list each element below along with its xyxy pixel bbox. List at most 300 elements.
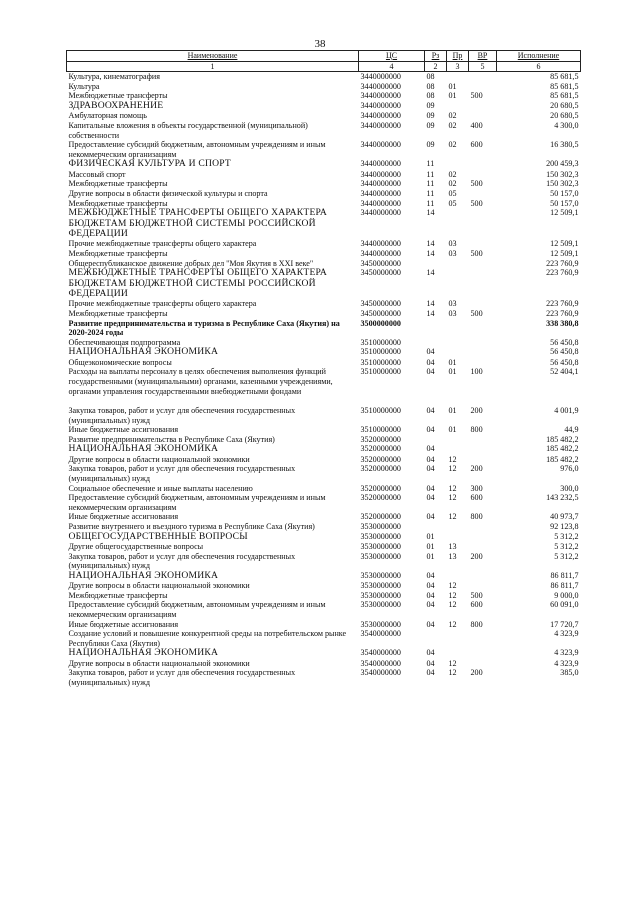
row-expense-type-code: 600	[470, 493, 483, 503]
row-expense-type-code: 800	[470, 425, 483, 435]
column-number: 6	[497, 61, 581, 72]
table-row	[67, 659, 581, 669]
row-expense-type-code: 200	[470, 551, 483, 561]
table-header-row	[67, 51, 581, 62]
row-section-code: 04	[426, 512, 435, 522]
table-row	[67, 347, 581, 357]
row-subsection-code: 12	[448, 483, 457, 493]
table-row	[67, 367, 581, 396]
row-subsection-code: 02	[448, 120, 457, 130]
row-target-article-code: 3440000000	[360, 120, 401, 130]
table-row	[67, 189, 581, 199]
row-expense-type-code	[469, 659, 497, 669]
row-section-code: 11	[426, 179, 435, 189]
row-subsection-code: 12	[448, 464, 457, 474]
row-subsection-code	[447, 571, 469, 581]
row-expense-type-code: 500	[470, 590, 483, 600]
row-section-code: 08	[426, 72, 435, 82]
row-section-code: 14	[426, 208, 435, 218]
row-target-article-code: 3440000000	[360, 72, 401, 82]
row-section-code: 08	[426, 81, 435, 91]
table-row	[67, 309, 581, 319]
row-expense-type-code	[469, 338, 497, 348]
row-name: Межбюджетные трансферты	[68, 590, 168, 600]
row-section-code: 01	[426, 531, 435, 541]
table-row	[67, 208, 581, 239]
row-section-code: 04	[426, 464, 435, 474]
row-subsection-code: 01	[448, 91, 457, 101]
row-execution-amount: 85 681,5	[550, 81, 579, 91]
header-name: Наименование	[67, 51, 359, 62]
row-subsection-code: 02	[448, 169, 457, 179]
row-subsection-code	[447, 268, 469, 299]
row-name: Культура, кинематография	[68, 72, 160, 82]
row-section-code: 04	[426, 570, 435, 580]
row-name: Другие вопросы в области национальной экономики	[68, 658, 250, 668]
row-target-article-code: 3440000000	[360, 248, 401, 258]
row-target-article-code: 3440000000	[360, 239, 401, 249]
row-name: Расходы на выплаты персоналу в целях обеспечения выполнения функций государственными (муниципальными) органами, казенными учреждениями, органами управления государственными внебюджетными фондами	[68, 367, 333, 396]
table-row	[67, 455, 581, 465]
row-target-article-code: 3440000000	[360, 188, 401, 198]
row-target-article-code: 3450000000	[360, 268, 401, 278]
header-execution: Исполнение	[497, 51, 581, 62]
row-section-code	[425, 435, 447, 445]
table-row	[67, 159, 581, 169]
row-name: ФИЗИЧЕСКАЯ КУЛЬТУРА И СПОРТ	[68, 159, 231, 170]
row-expense-type-code	[469, 542, 497, 552]
row-target-article-code: 3520000000	[360, 434, 401, 444]
row-section-code	[425, 522, 447, 532]
row-subsection-code: 12	[448, 658, 457, 668]
row-subsection-code: 12	[448, 590, 457, 600]
row-section-code: 04	[426, 493, 435, 503]
row-expense-type-code: 200	[470, 406, 483, 416]
row-execution-amount: 223 760,9	[546, 308, 579, 318]
row-execution-amount: 223 760,9	[546, 268, 579, 278]
row-expense-type-code	[469, 299, 497, 309]
row-name: Закупка товаров, работ и услуг для обеспечения государственных (муниципальных) нужд	[68, 668, 296, 687]
row-name: Закупка товаров, работ и услуг для обеспечения государственных (муниципальных) нужд	[68, 464, 296, 484]
row-target-article-code: 3510000000	[360, 347, 401, 357]
table-row	[67, 542, 581, 552]
row-name: Культура	[68, 81, 100, 91]
row-name: Другие общегосударственные вопросы	[68, 542, 204, 552]
row-section-code: 04	[426, 367, 435, 377]
row-subsection-code: 05	[448, 198, 457, 208]
row-name: Прочие межбюджетные трансферты общего характера	[68, 239, 257, 249]
row-expense-type-code	[469, 268, 497, 299]
row-target-article-code: 3540000000	[360, 658, 401, 668]
table-row	[67, 648, 581, 658]
column-number: 1	[67, 61, 359, 72]
row-expense-type-code: 600	[470, 140, 483, 150]
row-expense-type-code	[469, 170, 497, 180]
row-name: Межбюджетные трансферты	[68, 308, 168, 318]
row-execution-amount: 338 380,8	[546, 318, 579, 328]
row-execution-amount: 223 760,9	[546, 299, 579, 309]
table-row	[67, 199, 581, 209]
row-expense-type-code	[469, 571, 497, 581]
row-subsection-code	[447, 444, 469, 454]
row-subsection-code: 01	[448, 425, 457, 435]
row-expense-type-code	[469, 208, 497, 239]
row-execution-amount: 9 000,0	[554, 590, 579, 600]
row-execution-amount: 150 302,3	[546, 169, 579, 179]
table-row	[67, 91, 581, 101]
row-section-code: 04	[426, 425, 435, 435]
table-row	[67, 629, 581, 648]
row-execution-amount: 56 450,8	[550, 337, 579, 347]
row-execution-amount: 223 760,9	[546, 258, 579, 268]
row-execution-amount: 50 157,0	[550, 188, 579, 198]
row-expense-type-code	[469, 629, 497, 648]
row-name: Иные бюджетные ассигнования	[68, 425, 179, 435]
row-subsection-code: 12	[448, 581, 457, 591]
row-execution-amount: 20 680,5	[550, 100, 579, 110]
table-row	[67, 484, 581, 494]
table-row	[67, 668, 581, 687]
row-section-code	[425, 319, 447, 338]
row-name: МЕЖБЮДЖЕТНЫЕ ТРАНСФЕРТЫ ОБЩЕГО ХАРАКТЕРА БЮДЖЕТАМ БЮДЖЕТНОЙ СИСТЕМЫ РОССИЙСКОЙ ФЕДЕРАЦИИ	[68, 208, 327, 239]
row-target-article-code: 3440000000	[360, 140, 401, 150]
row-name: ОБЩЕГОСУДАРСТВЕННЫЕ ВОПРОСЫ	[68, 531, 248, 542]
row-subsection-code: 12	[448, 493, 457, 503]
header-pr: Пр	[447, 51, 469, 62]
row-execution-amount: 12 509,1	[550, 248, 579, 258]
row-execution-amount: 4 323,9	[554, 629, 579, 639]
row-subsection-code	[447, 101, 469, 111]
header-rz: Рз	[425, 51, 447, 62]
table-row	[67, 72, 581, 82]
table-row	[67, 358, 581, 368]
row-name: Прочие межбюджетные трансферты общего характера	[68, 299, 257, 309]
column-number-row	[67, 61, 581, 72]
row-name: Предоставление субсидий бюджетным, автономным учреждениям и иным некоммерческим организациям	[68, 600, 326, 619]
row-name: Общеэкономические вопросы	[68, 357, 172, 367]
header-vr: ВР	[469, 51, 497, 62]
row-subsection-code: 03	[448, 308, 457, 318]
row-target-article-code: 3450000000	[360, 299, 401, 309]
row-target-article-code: 3440000000	[360, 100, 401, 110]
table-row	[67, 299, 581, 309]
row-target-article-code: 3520000000	[360, 464, 401, 474]
row-section-code: 08	[426, 91, 435, 101]
row-name: Развитие предпринимательства и туризма в Республике Саха (Якутия) на 2020-2024 годы	[68, 318, 340, 338]
row-name: Общереспубликанское движение добрых дел "Моя Якутия в XXI веке"	[68, 258, 314, 268]
row-execution-amount: 52 404,1	[550, 367, 579, 377]
row-section-code: 14	[426, 248, 435, 258]
table-row	[67, 600, 581, 619]
row-section-code: 09	[426, 100, 435, 110]
row-name: Межбюджетные трансферты	[68, 91, 168, 101]
row-execution-amount: 85 681,5	[550, 91, 579, 101]
row-execution-amount: 86 811,7	[550, 581, 579, 591]
row-section-code: 04	[426, 454, 435, 464]
row-execution-amount: 4 323,9	[554, 658, 579, 668]
row-expense-type-code	[469, 159, 497, 169]
row-target-article-code: 3530000000	[360, 619, 401, 629]
row-expense-type-code	[469, 532, 497, 542]
row-subsection-code: 12	[448, 668, 457, 678]
row-section-code: 04	[426, 619, 435, 629]
row-target-article-code: 3510000000	[360, 337, 401, 347]
table-row	[67, 121, 581, 140]
row-target-article-code: 3530000000	[360, 522, 401, 532]
row-section-code: 14	[426, 239, 435, 249]
table-row	[67, 179, 581, 189]
row-target-article-code: 3440000000	[360, 111, 401, 121]
row-subsection-code	[447, 159, 469, 169]
row-name: Развитие предпринимательства в Республике Саха (Якутия)	[68, 434, 275, 444]
row-section-code: 11	[426, 169, 435, 179]
row-execution-amount: 17 720,7	[550, 619, 579, 629]
row-expense-type-code	[469, 239, 497, 249]
row-expense-type-code	[469, 444, 497, 454]
table-row	[67, 111, 581, 121]
row-expense-type-code: 500	[470, 308, 483, 318]
row-expense-type-code: 200	[470, 668, 483, 678]
row-target-article-code: 3510000000	[360, 425, 401, 435]
row-subsection-code: 01	[448, 81, 457, 91]
row-expense-type-code: 500	[470, 248, 483, 258]
table-row	[67, 581, 581, 591]
row-target-article-code: 3510000000	[360, 406, 401, 416]
row-execution-amount: 200 459,3	[546, 159, 579, 169]
table-row	[67, 101, 581, 111]
table-row	[67, 82, 581, 92]
row-subsection-code	[447, 629, 469, 648]
row-subsection-code	[447, 338, 469, 348]
row-expense-type-code	[469, 259, 497, 269]
row-section-code: 09	[426, 140, 435, 150]
row-execution-amount: 185 482,2	[546, 444, 579, 454]
table-row	[67, 425, 581, 435]
table-row	[67, 532, 581, 542]
table-row	[67, 552, 581, 571]
row-name: Предоставление субсидий бюджетным, автономным учреждениям и иным некоммерческим организациям	[68, 140, 326, 159]
row-target-article-code: 3540000000	[360, 668, 401, 678]
table-row	[67, 259, 581, 269]
row-name: Иные бюджетные ассигнования	[68, 619, 179, 629]
row-target-article-code: 3440000000	[360, 208, 401, 218]
row-name: НАЦИОНАЛЬНАЯ ЭКОНОМИКА	[68, 347, 219, 358]
row-name: Закупка товаров, работ и услуг для обеспечения государственных (муниципальных) нужд	[68, 406, 296, 425]
row-execution-amount: 85 681,5	[550, 72, 579, 82]
row-target-article-code: 3530000000	[360, 542, 401, 552]
row-subsection-code: 03	[448, 299, 457, 309]
row-name: Межбюджетные трансферты	[68, 248, 168, 258]
table-row	[67, 396, 581, 425]
row-section-code: 01	[426, 542, 435, 552]
row-execution-amount: 56 450,8	[550, 357, 579, 367]
row-section-code: 04	[426, 347, 435, 357]
row-execution-amount: 44,9	[564, 425, 579, 435]
row-target-article-code: 3520000000	[360, 483, 401, 493]
row-name: Социальное обеспечение и иные выплаты населению	[68, 483, 253, 493]
row-subsection-code: 02	[448, 179, 457, 189]
column-number: 3	[447, 61, 469, 72]
row-subsection-code	[447, 648, 469, 658]
row-target-article-code: 3440000000	[360, 179, 401, 189]
table-row	[67, 493, 581, 512]
row-expense-type-code	[469, 347, 497, 357]
row-execution-amount: 185 482,2	[546, 454, 579, 464]
row-subsection-code	[447, 347, 469, 357]
row-subsection-code	[447, 522, 469, 532]
row-execution-amount: 385,0	[560, 668, 579, 678]
row-section-code: 04	[426, 406, 435, 416]
row-section-code: 09	[426, 111, 435, 121]
row-section-code	[425, 338, 447, 348]
row-name: Межбюджетные трансферты	[68, 198, 168, 208]
table-row	[67, 571, 581, 581]
table-row	[67, 338, 581, 348]
row-subsection-code	[447, 208, 469, 239]
row-name: Иные бюджетные ассигнования	[68, 512, 179, 522]
row-expense-type-code	[469, 358, 497, 368]
row-expense-type-code	[469, 581, 497, 591]
row-section-code: 04	[426, 590, 435, 600]
row-subsection-code: 12	[448, 512, 457, 522]
table-row	[67, 239, 581, 249]
row-expense-type-code: 500	[470, 198, 483, 208]
row-execution-amount: 5 312,2	[554, 542, 579, 552]
row-name: Другие вопросы в области национальной экономики	[68, 581, 250, 591]
row-subsection-code	[447, 72, 469, 82]
row-section-code: 04	[426, 600, 435, 610]
table-row	[67, 319, 581, 338]
row-execution-amount: 4 001,9	[554, 406, 579, 416]
row-name: Развитие внутреннего и въездного туризма в Республике Саха (Якутия)	[68, 522, 315, 532]
table-row	[67, 435, 581, 445]
row-section-code: 01	[426, 551, 435, 561]
row-subsection-code: 03	[448, 239, 457, 249]
row-subsection-code: 02	[448, 140, 457, 150]
row-name: ЗДРАВООХРАНЕНИЕ	[68, 100, 164, 111]
row-subsection-code: 01	[448, 406, 457, 416]
row-execution-amount: 185 482,2	[546, 434, 579, 444]
table-row	[67, 140, 581, 159]
table-row	[67, 620, 581, 630]
row-target-article-code: 3510000000	[360, 367, 401, 377]
table-row	[67, 249, 581, 259]
row-subsection-code: 05	[448, 188, 457, 198]
row-target-article-code: 3520000000	[360, 493, 401, 503]
row-target-article-code: 3520000000	[360, 454, 401, 464]
row-target-article-code: 3440000000	[360, 91, 401, 101]
row-target-article-code: 3520000000	[360, 444, 401, 454]
row-name: НАЦИОНАЛЬНАЯ ЭКОНОМИКА	[68, 444, 219, 455]
row-expense-type-code	[469, 455, 497, 465]
column-number: 2	[425, 61, 447, 72]
row-execution-amount: 976,0	[560, 464, 579, 474]
row-subsection-code: 12	[448, 600, 457, 610]
row-target-article-code: 3530000000	[360, 531, 401, 541]
row-subsection-code	[447, 259, 469, 269]
row-execution-amount: 12 509,1	[550, 239, 579, 249]
budget-execution-table	[66, 50, 581, 688]
row-name: НАЦИОНАЛЬНАЯ ЭКОНОМИКА	[68, 648, 219, 659]
table-row	[67, 522, 581, 532]
row-execution-amount: 4 323,9	[554, 648, 579, 658]
row-name: Другие вопросы в области физической культуры и спорта	[68, 188, 268, 198]
column-number: 5	[469, 61, 497, 72]
row-expense-type-code	[469, 111, 497, 121]
row-name: Капитальные вложения в объекты государственной (муниципальной) собственности	[68, 120, 308, 140]
row-subsection-code: 02	[448, 111, 457, 121]
row-section-code: 14	[426, 299, 435, 309]
row-name: Межбюджетные трансферты	[68, 179, 168, 189]
row-execution-amount: 20 680,5	[550, 111, 579, 121]
row-target-article-code: 3530000000	[360, 581, 401, 591]
table-body	[67, 72, 581, 688]
row-expense-type-code	[469, 435, 497, 445]
table-row	[67, 591, 581, 601]
row-section-code: 11	[426, 188, 435, 198]
row-target-article-code: 3540000000	[360, 648, 401, 658]
row-name: Массовый спорт	[68, 169, 126, 179]
row-target-article-code: 3500000000	[360, 318, 401, 328]
row-execution-amount: 92 123,8	[550, 522, 579, 532]
row-subsection-code	[447, 532, 469, 542]
table-row	[67, 268, 581, 299]
row-expense-type-code	[469, 522, 497, 532]
row-section-code	[425, 259, 447, 269]
row-execution-amount: 16 380,5	[550, 140, 579, 150]
row-name: Предоставление субсидий бюджетным, автономным учреждениям и иным некоммерческим организациям	[68, 493, 326, 512]
row-section-code: 04	[426, 483, 435, 493]
row-name: Закупка товаров, работ и услуг для обеспечения государственных (муниципальных) нужд	[68, 551, 296, 571]
row-expense-type-code: 500	[470, 179, 483, 189]
row-expense-type-code: 800	[470, 619, 483, 629]
row-expense-type-code: 500	[470, 91, 483, 101]
row-name: Другие вопросы в области национальной экономики	[68, 454, 250, 464]
row-execution-amount: 150 302,3	[546, 179, 579, 189]
row-section-code: 04	[426, 648, 435, 658]
page-number: 38	[314, 38, 326, 50]
row-name: НАЦИОНАЛЬНАЯ ЭКОНОМИКА	[68, 570, 219, 581]
row-subsection-code: 01	[448, 367, 457, 377]
row-name: Создание условий и повышение конкурентной среды на потребительском рынке Республики Саха (Якутия)	[68, 629, 347, 648]
row-target-article-code: 3510000000	[360, 357, 401, 367]
row-subsection-code: 03	[448, 248, 457, 258]
row-subsection-code: 13	[448, 551, 457, 561]
row-expense-type-code	[469, 101, 497, 111]
row-target-article-code: 3450000000	[360, 258, 401, 268]
row-expense-type-code	[469, 648, 497, 658]
row-execution-amount: 5 312,2	[554, 551, 579, 561]
row-expense-type-code	[469, 189, 497, 199]
row-section-code: 11	[426, 198, 435, 208]
row-target-article-code: 3520000000	[360, 512, 401, 522]
row-execution-amount: 40 973,7	[550, 512, 579, 522]
row-expense-type-code	[469, 82, 497, 92]
row-section-code: 14	[426, 308, 435, 318]
row-expense-type-code	[469, 319, 497, 338]
row-section-code: 04	[426, 357, 435, 367]
row-section-code: 04	[426, 668, 435, 678]
row-execution-amount: 300,0	[560, 483, 579, 493]
row-execution-amount: 50 157,0	[550, 198, 579, 208]
row-subsection-code: 01	[448, 357, 457, 367]
row-expense-type-code: 200	[470, 464, 483, 474]
row-expense-type-code: 400	[470, 120, 483, 130]
row-target-article-code: 3440000000	[360, 159, 401, 169]
row-execution-amount: 5 312,2	[554, 531, 579, 541]
row-target-article-code: 3530000000	[360, 600, 401, 610]
row-execution-amount: 12 509,1	[550, 208, 579, 218]
